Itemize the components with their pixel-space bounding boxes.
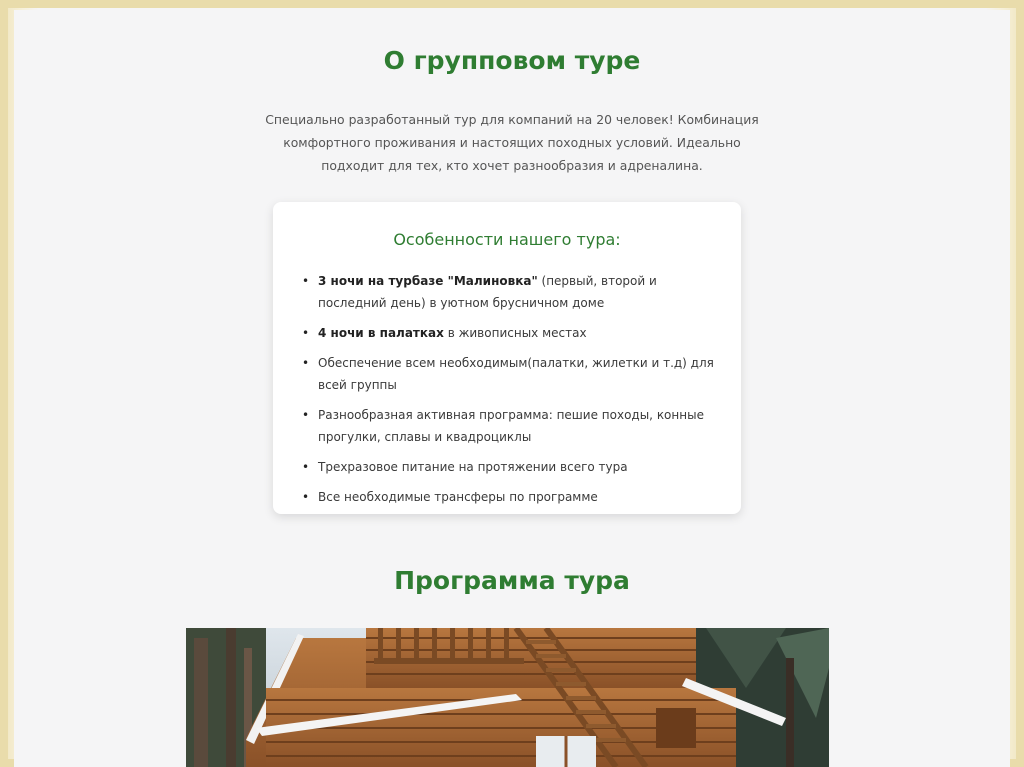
cabin-illustration xyxy=(186,628,829,767)
feature-text: (первый, второй и последний день) в уютном брусничном доме xyxy=(318,274,657,310)
feature-item xyxy=(302,404,722,448)
feature-text: Обеспечение всем необходимым(палатки, жилетки и т.д) для всей группы xyxy=(318,356,714,392)
features-list xyxy=(302,270,722,516)
cabin-photo xyxy=(186,628,829,767)
feature-bold: 3 ночи на турбазе "Малиновка" xyxy=(318,274,538,288)
feature-item xyxy=(302,486,722,508)
page xyxy=(14,10,1010,767)
feature-item xyxy=(302,456,722,478)
program-title: Программа тура xyxy=(394,566,630,595)
feature-text: Все необходимые трансферы по программе xyxy=(318,490,598,504)
about-description: Специально разработанный тур для компаний на 20 человек! Комбинация комфортного проживания и настоящих походных условий. Идеально подходит для тех, кто хочет разнообразия и адреналина. xyxy=(265,112,759,173)
feature-text: в живописных местах xyxy=(443,326,587,340)
feature-item xyxy=(302,270,722,314)
feature-bold: 4 ночи в палатках xyxy=(318,326,444,340)
feature-text: Разнообразная активная программа: пешие походы, конные прогулки, сплавы и квадроциклы xyxy=(318,408,704,444)
feature-item xyxy=(302,352,722,396)
features-card xyxy=(273,202,741,514)
feature-item xyxy=(302,322,722,344)
feature-text: Трехразовое питание на протяжении всего тура xyxy=(318,460,628,474)
about-title: О групповом туре xyxy=(383,46,641,75)
features-title: Особенности нашего тура: xyxy=(393,230,621,249)
